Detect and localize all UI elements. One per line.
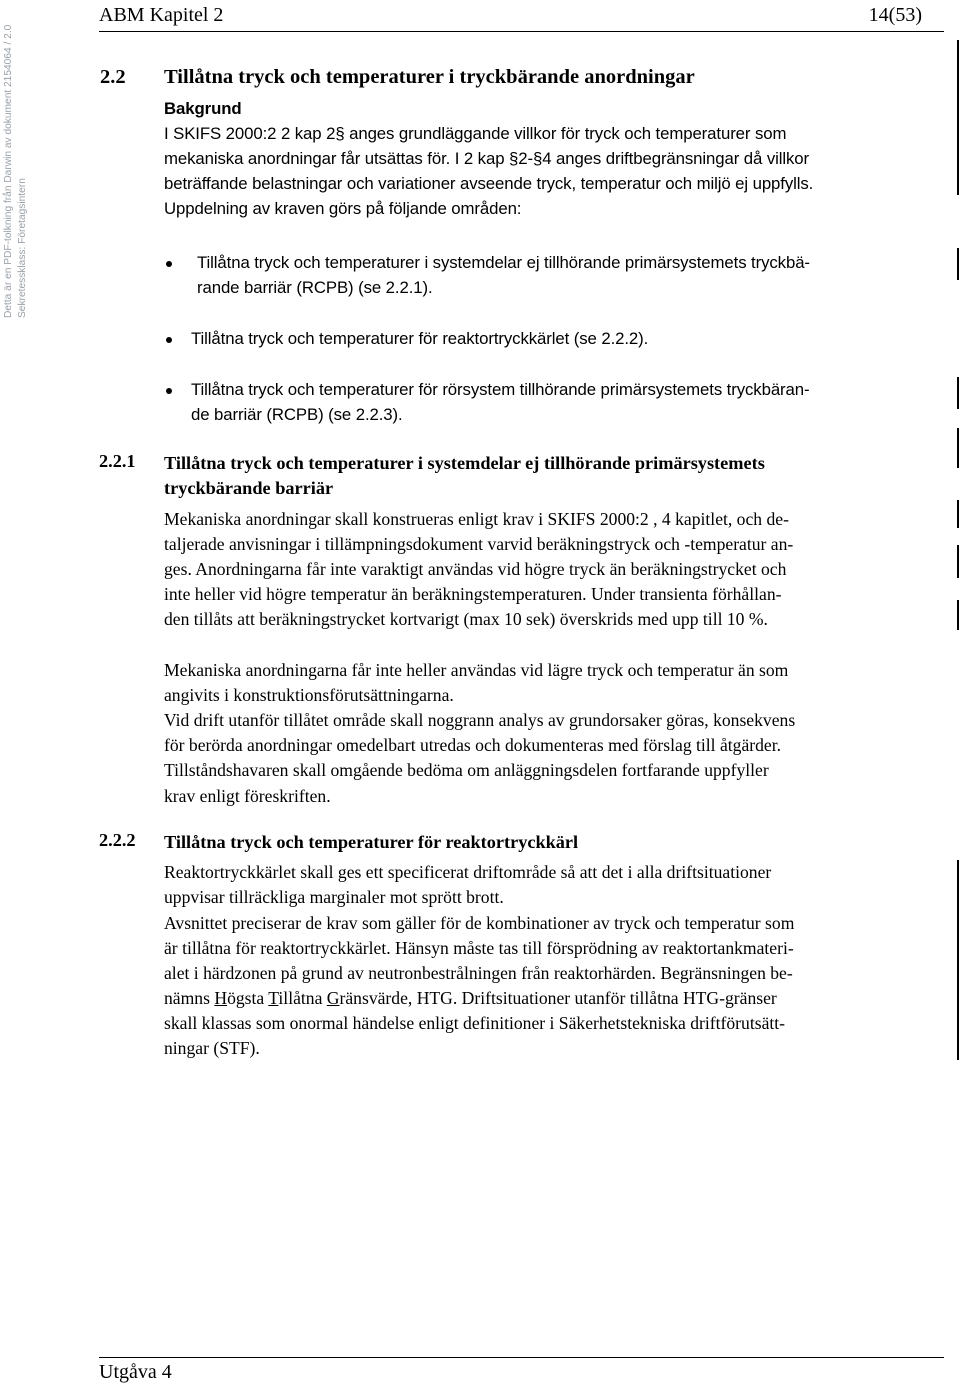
- header-divider: [99, 31, 944, 32]
- section-title: Tillåtna tryck och temperaturer i tryckbärande anordningar: [164, 66, 695, 88]
- subsection-title: Tillåtna tryck och temperaturer i systemdelar ej tillhörande primärsystemets: [164, 453, 765, 473]
- paragraph-line: uppvisar tillräckliga marginaler mot sprött brott.: [164, 887, 504, 907]
- paragraph-line: Avsnittet preciserar de krav som gäller för de kombinationer av tryck och temperatur som: [164, 913, 795, 933]
- change-bar: [957, 500, 959, 528]
- intro-line: mekaniska anordningar får utsättas för. I 2 kap §2-§4 anges driftbegränsningar då villkor: [164, 149, 810, 168]
- htg-word-rest: illåtna: [278, 988, 327, 1008]
- footer-divider: [99, 1357, 944, 1358]
- change-bar: [957, 40, 959, 195]
- htg-initial-t: T: [268, 988, 279, 1008]
- side-watermark: [2, 0, 30, 318]
- paragraph-line: Mekaniska anordningarna får inte heller användas vid lägre tryck och temperatur än som: [164, 660, 789, 680]
- paragraph-line-htg: [164, 986, 777, 1011]
- paragraph-line: Vid drift utanför tillåtet område skall noggrann analys av grundorsaker göras, konsekvens: [164, 710, 796, 730]
- paragraph-line: angivits i konstruktionsförutsättningarna.: [164, 685, 454, 705]
- intro-line: beträffande belastningar och variationer avseende tryck, temperatur och miljö ej uppfylls.: [164, 174, 814, 193]
- change-bar: [957, 600, 959, 630]
- bullet-item-line: Tillåtna tryck och temperaturer för rörsystem tillhörande primärsystemets tryckbäran-: [191, 380, 810, 399]
- bullet-item-line: Tillåtna tryck och temperaturer i systemdelar ej tillhörande primärsystemets tryckbä-: [197, 253, 810, 272]
- paragraph-line: Tillståndshavaren skall omgående bedöma om anläggningsdelen fortfarande uppfyller: [164, 760, 769, 780]
- intro-line: I SKIFS 2000:2 2 kap 2§ anges grundläggande villkor för tryck och temperaturer som: [164, 124, 787, 143]
- subsection-title: tryckbärande barriär: [164, 478, 334, 498]
- section-number: 2.2: [100, 66, 126, 88]
- footer-edition: Utgåva 4: [99, 1361, 172, 1383]
- paragraph-line: alet i härdzonen på grund av neutronbestrålningen från reaktorhärden. Begränsningen be-: [164, 963, 793, 983]
- paragraph-line: för berörda anordningar omedelbart utredas och dokumenteras med förslag till åtgärder.: [164, 735, 782, 755]
- change-bar: [957, 377, 959, 409]
- bullet-item-line: Tillåtna tryck och temperaturer för reaktortryckkärlet (se 2.2.2).: [191, 329, 649, 348]
- bullet-item-line: rande barriär (RCPB) (se 2.2.1).: [197, 278, 433, 297]
- htg-prefix: nämns: [164, 988, 215, 1008]
- subsection-number: 2.2.1: [99, 451, 136, 471]
- subheading-bakgrund: Bakgrund: [164, 99, 242, 118]
- watermark-line-2: Sekretessklass: Företagsintern: [17, 178, 28, 318]
- paragraph-line: skall klassas som onormal händelse enligt definitioner i Säkerhetstekniska driftförutsätt-: [164, 1013, 786, 1033]
- paragraph-line: Mekaniska anordningar skall konstrueras enligt krav i SKIFS 2000:2 , 4 kapitlet, och de-: [164, 509, 789, 529]
- paragraph-line: ges. Anordningarna får inte varaktigt användas vid högre tryck än beräkningstrycket och: [164, 559, 787, 579]
- bullet-marker: [166, 337, 172, 343]
- bullet-marker: [166, 261, 172, 267]
- htg-initial-h: H: [214, 988, 228, 1008]
- header-document-title: ABM Kapitel 2: [99, 4, 224, 26]
- change-bar: [957, 545, 959, 578]
- paragraph-line: Reaktortryckkärlet skall ges ett specificerat driftområde så att det i alla driftsituationer: [164, 862, 772, 882]
- bullet-item-line: de barriär (RCPB) (se 2.2.3).: [191, 405, 403, 424]
- change-bar: [957, 860, 959, 1060]
- bullet-marker: [166, 388, 172, 394]
- watermark-line-1: Detta är en PDF-tolkning från Darwin av dokument 2154064 / 2.0: [3, 24, 14, 318]
- paragraph-line: den tillåts att beräkningstrycket kortvarigt (max 10 sek) överskrids med upp till 10 %.: [164, 609, 768, 629]
- paragraph-line: ningar (STF).: [164, 1038, 260, 1058]
- htg-word-rest: ränsvärde, HTG. Driftsituationer utanför tillåtna HTG-gränser: [339, 988, 777, 1008]
- paragraph-line: krav enligt föreskriften.: [164, 786, 331, 806]
- paragraph-line: är tillåtna för reaktortryckkärlet. Hänsyn måste tas till försprödning av reaktortankmateri-: [164, 938, 794, 958]
- change-bar: [957, 428, 959, 468]
- subsection-number: 2.2.2: [99, 830, 136, 850]
- htg-initial-g: G: [326, 988, 340, 1008]
- htg-word-rest: ögsta: [227, 988, 269, 1008]
- paragraph-line: inte heller vid högre temperatur än beräkningstemperaturen. Under transienta förhållan-: [164, 584, 782, 604]
- change-bar: [957, 248, 959, 280]
- paragraph-line: taljerade anvisningar i tillämpningsdokument varvid beräkningstryck och -temperatur an-: [164, 534, 794, 554]
- subsection-title: Tillåtna tryck och temperaturer för reaktortryckkärl: [164, 832, 579, 852]
- intro-line: Uppdelning av kraven görs på följande områden:: [164, 199, 522, 218]
- header-page-number: 14(53): [868, 4, 922, 26]
